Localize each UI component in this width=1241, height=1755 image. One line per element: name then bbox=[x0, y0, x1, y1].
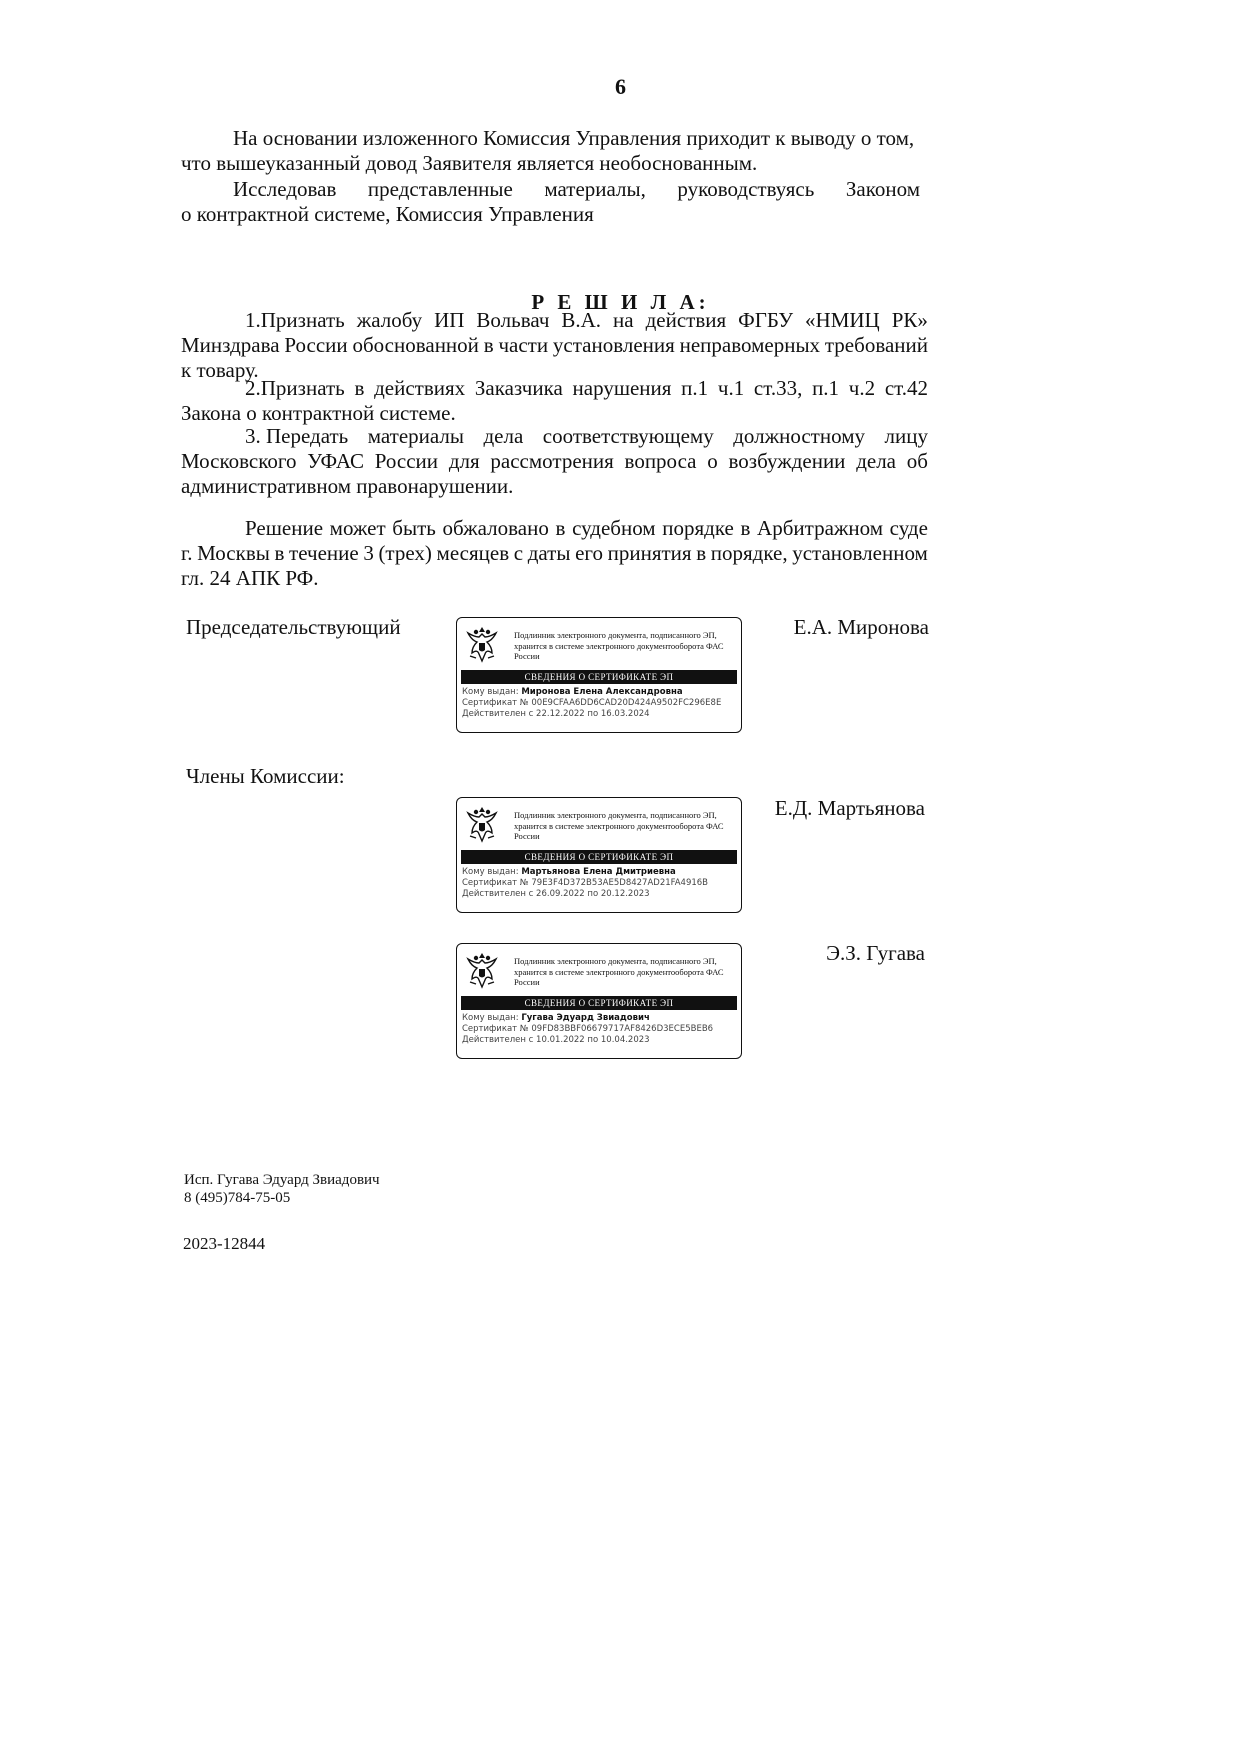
word: неправомерных bbox=[679, 333, 821, 357]
decision-1-line-1 bbox=[181, 308, 928, 333]
word: месяцев bbox=[436, 541, 510, 565]
word: действия bbox=[645, 308, 727, 332]
word: Московского bbox=[181, 449, 297, 473]
valid-to: 20.12.2023 bbox=[600, 889, 650, 899]
appeal-line-1 bbox=[181, 516, 928, 541]
decision-3-line-3: административном правонарушении. bbox=[181, 474, 514, 498]
stamp-certificate bbox=[462, 1024, 738, 1034]
word: принятия bbox=[607, 541, 692, 565]
stamp-certificate-header: СВЕДЕНИЯ О СЕРТИФИКАТЕ ЭП bbox=[461, 850, 737, 864]
conclusion-line-1: На основании изложенного Комиссия Управления приходит к выводу о том, bbox=[233, 126, 915, 150]
stamp-validity bbox=[462, 889, 738, 899]
word: Исследовав bbox=[233, 177, 337, 201]
word: на bbox=[613, 308, 634, 332]
decided-heading: Р Е Ш И Л А: bbox=[531, 290, 710, 314]
fas-emblem-icon bbox=[462, 949, 502, 991]
word: нарушения bbox=[572, 376, 672, 400]
members-label: Члены Комиссии: bbox=[186, 764, 345, 788]
word: (трех) bbox=[378, 541, 432, 565]
word: для bbox=[448, 449, 480, 473]
fas-emblem-icon bbox=[462, 623, 502, 665]
issued-to-value: Мартьянова Елена Дмитриевна bbox=[521, 867, 676, 877]
word: представленные bbox=[367, 177, 513, 201]
signature-stamp bbox=[456, 617, 742, 733]
issued-to-label: Кому выдан: bbox=[462, 1013, 519, 1023]
research-paragraph bbox=[181, 177, 920, 227]
word: 3 bbox=[363, 541, 374, 565]
word: порядке, bbox=[710, 541, 788, 565]
cert-label: Сертификат № bbox=[462, 698, 529, 708]
signer-name-3: Э.З. Гугава bbox=[826, 941, 925, 965]
cert-label: Сертификат № bbox=[462, 1024, 529, 1034]
word: Вольвач bbox=[476, 308, 550, 332]
word: в bbox=[555, 516, 566, 540]
word: его bbox=[575, 541, 603, 565]
decision-3-line-1 bbox=[181, 424, 928, 449]
word: соответствующему bbox=[542, 424, 714, 448]
word: действиях bbox=[374, 376, 466, 400]
appeal-paragraph bbox=[181, 516, 928, 591]
word: обоснованной bbox=[352, 333, 479, 357]
word: в bbox=[354, 376, 365, 400]
word: может bbox=[329, 516, 386, 540]
stamp-validity bbox=[462, 1035, 738, 1045]
valid-to-label: по bbox=[587, 889, 599, 899]
word: с bbox=[513, 541, 524, 565]
issued-to-label: Кому выдан: bbox=[462, 687, 519, 697]
valid-to-label: по bbox=[587, 1035, 599, 1045]
stamp-certificate bbox=[462, 878, 738, 888]
decision-2 bbox=[181, 376, 928, 426]
valid-from: 10.01.2022 bbox=[536, 1035, 585, 1045]
word: ИП bbox=[434, 308, 465, 332]
word: в bbox=[740, 516, 751, 540]
valid-label: Действителен с bbox=[462, 1035, 534, 1045]
cert-value: 79E3F4D372B53AE5D8427AD21FA4916B bbox=[531, 878, 709, 888]
stamp-note: Подлинник электронного документа, подписанного ЭП, хранится в системе электронного документооборота ФАС России bbox=[514, 810, 724, 841]
conclusion-line-2: что вышеуказанный довод Заявителя является необоснованным. bbox=[181, 151, 758, 175]
word: в bbox=[483, 333, 494, 357]
word: Арбитражном bbox=[757, 516, 884, 540]
stamp-certificate bbox=[462, 698, 738, 708]
word: о bbox=[707, 449, 718, 473]
word: ФГБУ bbox=[738, 308, 794, 332]
valid-to: 10.04.2023 bbox=[600, 1035, 650, 1045]
word: «НМИЦ bbox=[805, 308, 880, 332]
cert-value: 09FD83BBF06679717AF8426D3ECE5BEB6 bbox=[531, 1024, 714, 1034]
issued-to-value: Миронова Елена Александровна bbox=[521, 687, 683, 697]
word: УФАС bbox=[307, 449, 364, 473]
word: ч.1 bbox=[717, 376, 745, 400]
word: в bbox=[696, 541, 707, 565]
executor-info bbox=[184, 1171, 380, 1207]
word: РК» bbox=[891, 308, 928, 332]
chair-label: Председательствующий bbox=[186, 615, 401, 639]
word: об bbox=[906, 449, 928, 473]
word: г. bbox=[181, 541, 193, 565]
decision-3 bbox=[181, 424, 928, 499]
word: в bbox=[274, 541, 285, 565]
document-number: 2023-12844 bbox=[183, 1234, 266, 1253]
word: дела bbox=[483, 424, 524, 448]
word: ч.2 bbox=[848, 376, 876, 400]
decision-1 bbox=[181, 308, 928, 383]
word: даты bbox=[527, 541, 571, 565]
appeal-line-2 bbox=[181, 541, 928, 566]
word: возбуждении bbox=[728, 449, 846, 473]
word: должностному bbox=[733, 424, 865, 448]
word: п.1 bbox=[681, 376, 709, 400]
word: материалы bbox=[367, 424, 464, 448]
signer-name-2: Е.Д. Мартьянова bbox=[774, 796, 925, 820]
signer-name-1: Е.А. Миронова bbox=[793, 615, 929, 639]
word: Заказчика bbox=[474, 376, 563, 400]
stamp-certificate-header: СВЕДЕНИЯ О СЕРТИФИКАТЕ ЭП bbox=[461, 996, 737, 1010]
appeal-line-3: гл. 24 АПК РФ. bbox=[181, 566, 319, 590]
signature-stamp bbox=[456, 943, 742, 1059]
decision-1-line-3: к товару. bbox=[181, 358, 259, 382]
word: п.1 bbox=[812, 376, 840, 400]
stamp-issued-to bbox=[462, 1013, 738, 1023]
word: Москвы bbox=[197, 541, 270, 565]
fas-emblem-icon bbox=[462, 803, 502, 845]
conclusion-paragraph bbox=[181, 126, 920, 176]
word: требований bbox=[824, 333, 928, 357]
word: В.А. bbox=[561, 308, 602, 332]
decision-2-line-1 bbox=[181, 376, 928, 401]
word: дела bbox=[856, 449, 896, 473]
word: порядке bbox=[662, 516, 734, 540]
valid-label: Действителен с bbox=[462, 889, 534, 899]
word: 2.Признать bbox=[245, 376, 345, 400]
stamp-note: Подлинник электронного документа, подписанного ЭП, хранится в системе электронного документооборота ФАС России bbox=[514, 630, 724, 661]
stamp-validity bbox=[462, 709, 738, 719]
word: быть bbox=[392, 516, 436, 540]
word: Законом bbox=[845, 177, 920, 201]
word: лицу bbox=[884, 424, 928, 448]
word: установленном bbox=[792, 541, 928, 565]
word: руководствуясь bbox=[677, 177, 815, 201]
executor-phone: 8 (495)784-75-05 bbox=[184, 1190, 291, 1206]
word: течение bbox=[289, 541, 359, 565]
word: России bbox=[284, 333, 348, 357]
word: части bbox=[498, 333, 549, 357]
valid-to: 16.03.2024 bbox=[600, 709, 650, 719]
word: судебном bbox=[572, 516, 656, 540]
cert-value: 00E9CFAA6DD6CAD20D424A9502FC296E8E bbox=[531, 698, 722, 708]
cert-label: Сертификат № bbox=[462, 878, 529, 888]
decision-3-line-2 bbox=[181, 449, 928, 474]
word: Решение bbox=[245, 516, 324, 540]
issued-to-value: Гугава Эдуард Звиадович bbox=[521, 1013, 650, 1023]
stamp-note: Подлинник электронного документа, подписанного ЭП, хранится в системе электронного документооборота ФАС России bbox=[514, 956, 724, 987]
valid-label: Действителен с bbox=[462, 709, 534, 719]
word: ст.33, bbox=[753, 376, 803, 400]
stamp-issued-to bbox=[462, 687, 738, 697]
signature-stamp bbox=[456, 797, 742, 913]
word: 3. Передать bbox=[245, 424, 349, 448]
research-line-2: о контрактной системе, Комиссия Управления bbox=[181, 202, 594, 226]
valid-from: 22.12.2022 bbox=[536, 709, 585, 719]
stamp-certificate-header: СВЕДЕНИЯ О СЕРТИФИКАТЕ ЭП bbox=[461, 670, 737, 684]
issued-to-label: Кому выдан: bbox=[462, 867, 519, 877]
word: Минздрава bbox=[181, 333, 280, 357]
word: материалы, bbox=[544, 177, 646, 201]
word: 1.Признать bbox=[245, 308, 345, 332]
stamp-issued-to bbox=[462, 867, 738, 877]
executor-name: Исп. Гугава Эдуард Звиадович bbox=[184, 1172, 380, 1188]
valid-from: 26.09.2022 bbox=[536, 889, 585, 899]
word: суде bbox=[889, 516, 928, 540]
page-number: 6 bbox=[615, 74, 626, 99]
valid-to-label: по bbox=[587, 709, 599, 719]
word: жалобу bbox=[356, 308, 423, 332]
word: рассмотрения bbox=[490, 449, 614, 473]
decision-2-line-2: Закона о контрактной системе. bbox=[181, 401, 456, 425]
decision-1-line-2 bbox=[181, 333, 928, 358]
word: обжаловано bbox=[442, 516, 549, 540]
word: ст.42 bbox=[884, 376, 928, 400]
word: России bbox=[374, 449, 439, 473]
word: установления bbox=[552, 333, 675, 357]
research-line-1 bbox=[181, 177, 920, 202]
word: вопроса bbox=[624, 449, 697, 473]
